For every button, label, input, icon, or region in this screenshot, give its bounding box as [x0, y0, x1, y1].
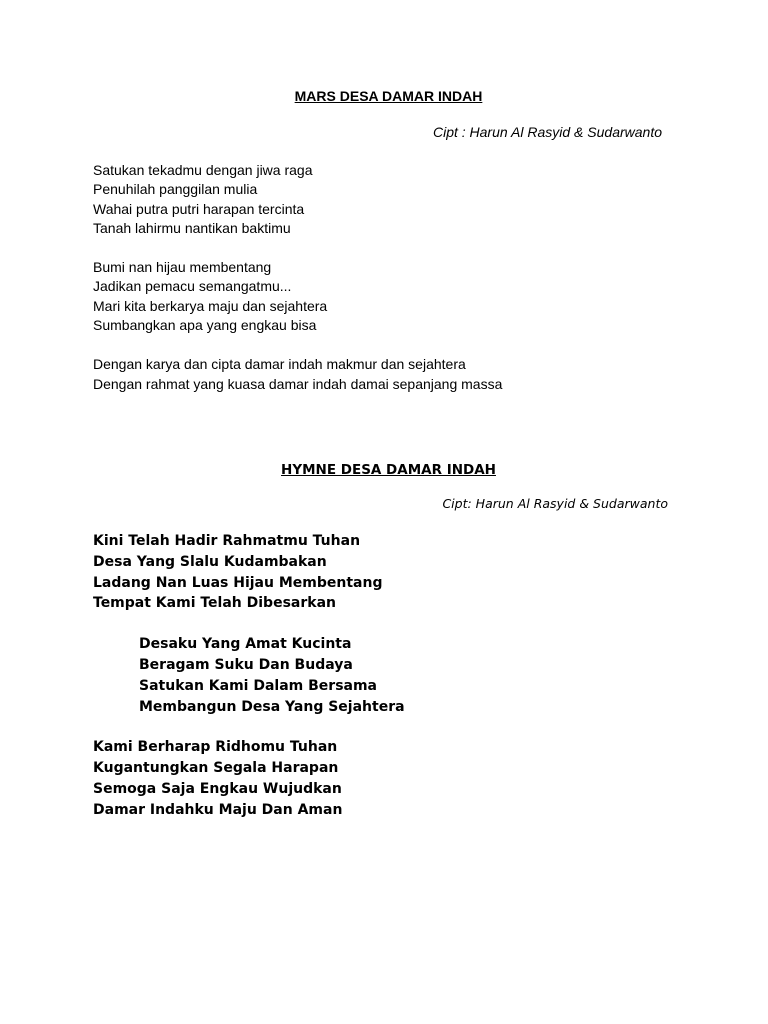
mars-song [93, 87, 668, 394]
lyric-line: Wahai putra putri harapan tercinta [93, 200, 305, 217]
lyric-line: Bumi nan hijau membentang [93, 259, 272, 276]
lyric-line: Damar Indahku Maju Dan Aman [93, 801, 343, 818]
lyric-line: Desaku Yang Amat Kucinta [139, 636, 352, 653]
lyric-line: Kini Telah Hadir Rahmatmu Tuhan [93, 533, 361, 549]
mars-credit: Cipt : Harun Al Rasyid & Sudarwanto [432, 124, 662, 140]
lyric-line: Mari kita berkarya maju dan sejahtera [93, 297, 328, 314]
lyric-line: Dengan rahmat yang kuasa damar indah damai sepanjang massa [93, 375, 503, 392]
lyric-line: Beragam Suku Dan Budaya [139, 656, 353, 673]
lyric-line: Sumbangkan apa yang engkau bisa [93, 317, 317, 334]
hymne-stanza-3 [93, 737, 668, 820]
lyric-line: Tanah lahirmu nantikan baktimu [93, 219, 291, 236]
lyric-line: Semoga Saja Engkau Wujudkan [93, 780, 342, 797]
lyric-line: Satukan Kami Dalam Bersama [139, 677, 378, 694]
mars-stanza-2 [93, 258, 668, 335]
lyric-line: Ladang Nan Luas Hijau Membentang [93, 574, 383, 591]
mars-stanza-1 [93, 161, 668, 238]
hymne-title: HYMNE DESA DAMAR INDAH [281, 462, 496, 478]
mars-stanza-3 [93, 355, 668, 394]
lyric-line: Desa Yang Slalu Kudambakan [93, 553, 327, 570]
lyric-line: Kugantungkan Segala Harapan [93, 760, 339, 777]
lyric-line: Satukan tekadmu dengan jiwa raga [93, 162, 313, 178]
hymne-credit: Cipt: Harun Al Rasyid & Sudarwanto [442, 496, 668, 511]
lyric-line: Membangun Desa Yang Sejahtera [139, 698, 405, 715]
hymne-stanza-1 [93, 531, 668, 614]
lyric-line: Jadikan pemacu semangatmu... [93, 278, 292, 295]
mars-title: MARS DESA DAMAR INDAH [294, 88, 483, 104]
hymne-stanza-2 [93, 634, 668, 717]
lyric-line: Tempat Kami Telah Dibesarkan [93, 595, 336, 612]
hymne-song [93, 461, 668, 821]
lyric-line: Dengan karya dan cipta damar indah makmur dan sejahtera [93, 356, 466, 373]
lyric-line: Penuhilah panggilan mulia [93, 181, 258, 198]
lyric-line: Kami Berharap Ridhomu Tuhan [93, 739, 338, 756]
